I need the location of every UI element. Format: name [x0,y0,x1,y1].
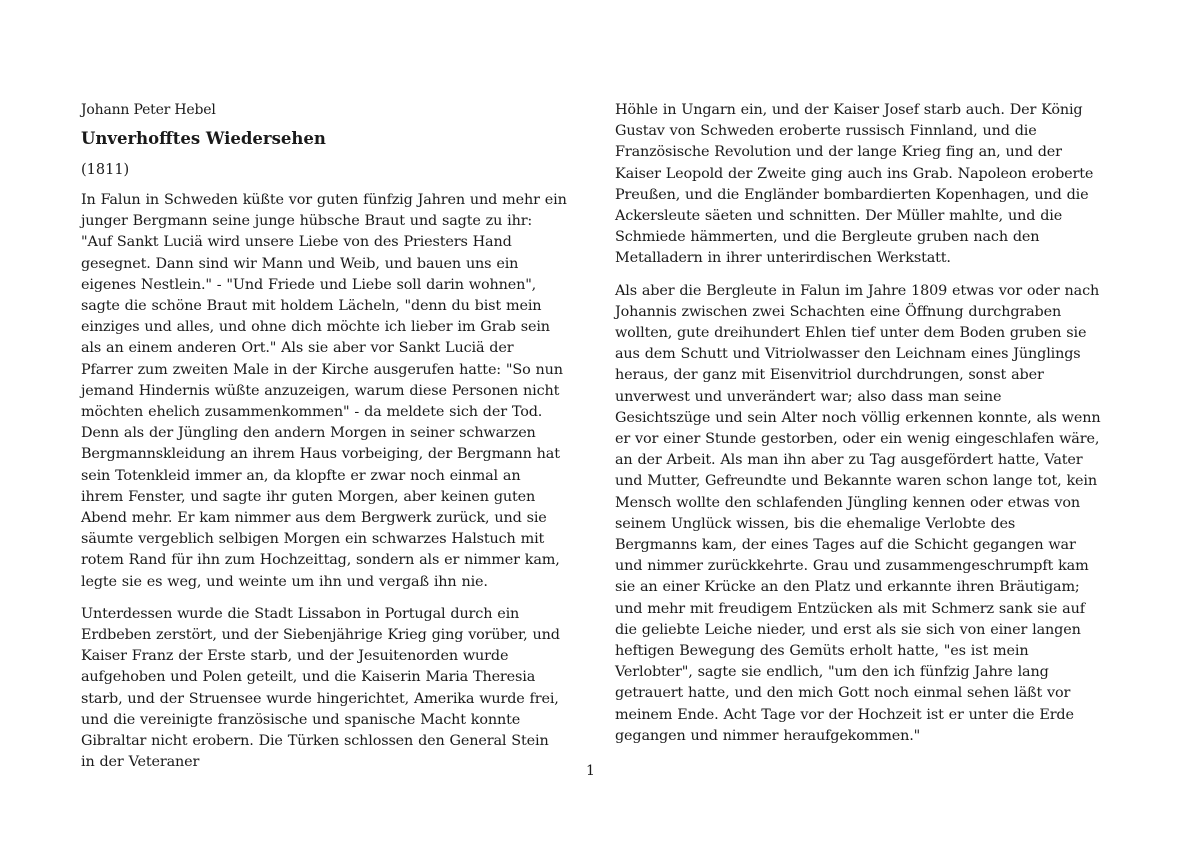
document-title: Unverhofftes Wiedersehen [81,129,326,148]
right-column [615,100,1101,758]
left-column [81,96,567,784]
paragraph-3: Höhle in Ungarn ein, und der Kaiser Josef starb auch. Der König Gustav von Schweden eroberte russisch Finnland, und die Französische Revolution und der lange Krieg fing an, und der Kaiser Leopold der Zweite ging auch ins Grab. Napoleon eroberte Preußen, und die Engländer bombardierten Kopenhagen, und die Ackersleute säeten und schnitten. Der Müller mahlte, und die Schmiede hämmerten, und die Bergleute gruben nach den Metalladern in ihrer unterirdischen Werkstatt. [615,102,1094,267]
paragraph-2: Unterdessen wurde die Stadt Lissabon in Portugal durch ein Erdbeben zerstört, und der Siebenjährige Krieg ging vorüber, und Kaiser Franz der Erste starb, und der Jesuitenorden wurde aufgehoben und Polen geteilt, und die Kaiserin Maria Theresia starb, und der Struensee wurde hingerichtet, Amerika wurde frei, und die vereinigte französische und spanische Macht konnte Gibraltar nicht erobern. Die Türken schlossen den General Stein in der Veteraner [81,605,560,771]
page-number: 1 [586,763,595,779]
paragraph-1: In Falun in Schweden küßte vor guten fünfzig Jahren und mehr ein junger Bergmann seine junge hübsche Braut und sagte zu ihr: "Auf Sankt Luciä wird unsere Liebe von des Priesters Hand gesegnet. Dann sind wir Mann und Weib, und bauen uns ein eigenes Nestlein." - "Und Friede und Liebe soll darin wohnen", sagte die schöne Braut mit holdem Lächeln, "denn du bist mein einziges und alles, und ohne dich möchte ich lieber im Grab sein als an einem anderen Ort." Als sie aber vor Sankt Luciä der Pfarrer zum zweiten Male in der Kirche ausgerufen hatte: "So nun jemand Hindernis wüßte anzuzeigen, warum diese Personen nicht möchten ehelich zusammenkommen" - da meldete sich der Tod. Denn als der Jüngling den andern Morgen in seiner schwarzen Bergmannskleidung an ihrem Haus vorbeiging, der Bergmann hat sein Totenkleid immer an, da klopfte er zwar noch einmal an ihrem Fenster, und sagte ihr guten Morgen, aber keinen guten Abend mehr. Er kam nimmer aus dem Bergwerk zurück, und sie säumte vergeblich selbigen Morgen ein schwarzes Halstuch mit rotem Rand für ihn zum Hochzeittag, sondern als er nimmer kam, legte sie es weg, und weinte um ihn und vergaß ihn nie. [81,192,567,590]
publication-year: (1811) [81,162,130,178]
author-name: Johann Peter Hebel [81,102,216,118]
paragraph-4: Als aber die Bergleute in Falun im Jahre 1809 etwas vor oder nach Johannis zwischen zwei Schachten eine Öffnung durchgraben wollten, gute dreihundert Ehlen tief unter dem Boden gruben sie aus dem Schutt und Vitriolwasser den Leichnam eines Jünglings heraus, der ganz mit Eisenvitriol durchdrungen, sonst aber unverwest und unverändert war; also dass man seine Gesichtszüge und sein Alter noch völlig erkennen konnte, als wenn er vor einer Stunde gestorben, oder ein wenig eingeschlafen wäre, an der Arbeit. Als man ihn aber zu Tag ausgefördert hatte, Vater und Mutter, Gefreundte und Bekannte waren schon lange tot, kein Mensch wollte den schlafenden Jüngling kennen oder etwas von seinem Unglück wissen, bis die ehemalige Verlobte des Bergmanns kam, der eines Tages auf die Schicht gegangen war und nimmer zurückkehrte. Grau und zusammengeschrumpft kam sie an einer Krücke an den Platz und erkannte ihren Bräutigam; und mehr mit freudigem Entzücken als mit Schmerz sank sie auf die geliebte Leiche nieder, und erst als sie sich von einer langen heftigen Bewegung des Gemüts erholt hatte, "es ist mein Verlobter", sagte sie endlich, "um den ich fünfzig Jahre lang getrauert hatte, und den mich Gott noch einmal sehen läßt vor meinem Ende. Acht Tage vor der Hochzeit ist er unter die Erde gegangen und nimmer heraufgekommen." [615,282,1101,744]
